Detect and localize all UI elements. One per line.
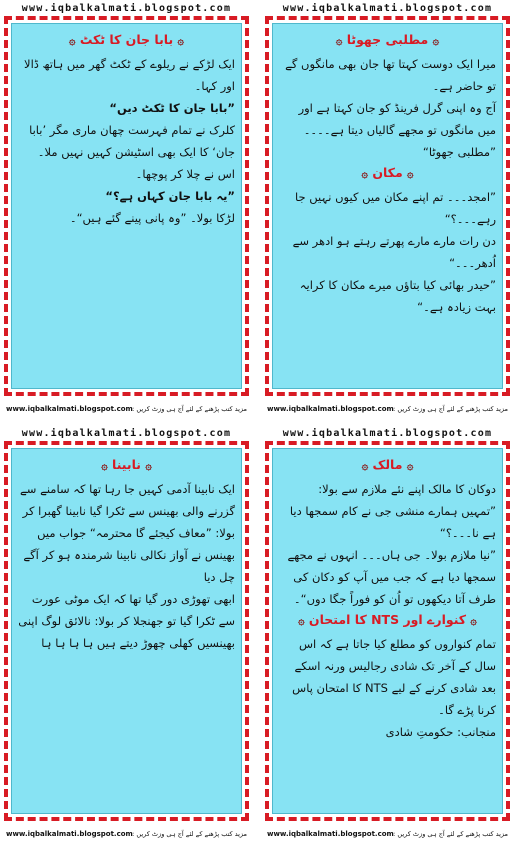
section-title-text: بابا جان کا ٹکٹ: [79, 32, 174, 47]
section-title: ۞ مالک ۞: [361, 457, 414, 472]
joke-line: لڑکا بولا۔ ”وہ پانی پینے گئے ہیں“۔: [69, 211, 235, 225]
panel-content: [272, 448, 503, 814]
site-url-header: www.iqbalkalmati.blogspot.com: [21, 3, 232, 14]
section-title-text: مطلبی جھوٹا: [346, 32, 429, 47]
joke-line: دن رات مارے مارے پھرتے رہتے ہو ادھر سے اُدھر۔۔۔“: [292, 234, 496, 270]
footer-url-link[interactable]: www.iqbalkalmati.blogspot.com: [6, 405, 133, 413]
joke-line: ”بابا جان کا ٹکٹ دیں“: [109, 101, 235, 115]
panel-footer: [6, 399, 247, 413]
joke-line: ایک نابینا آدمی کہیں جا رہا تھا کہ سامنے سے گزرنے والی بھینس سے ٹکرا گیا نابینا گھبرا کر بولا: ”معاف کیجئے گا محترمہ“ جواب میں بھینس نے آواز نکالی نابینا شرمندہ ہو کر آگے چل دیا: [20, 482, 235, 584]
footer-note: مزید کتب پڑھنے کے لئے آج ہی وزٹ کریں :: [132, 405, 247, 413]
section-title: ۞ مطلبی جھوٹا ۞: [335, 32, 440, 47]
panel-footer: [267, 824, 508, 838]
panel-content: [11, 448, 242, 814]
joke-line: کلرک نے تمام فہرست چھان ماری مگر ’بابا جان‘ کا ایک بھی اسٹیشن کہیں نہیں ملا۔ اس نے چلا کر پوچھا۔: [29, 123, 235, 181]
joke-line: ایک لڑکے نے ریلوے کے ٹکٹ گھر میں ہاتھ ڈالا اور کہا۔: [24, 57, 235, 93]
joke-line: ”نیا ملازم بولا۔ جی ہاں۔۔۔ انہوں نے مجھے سمجھا دیا ہے کہ جب میں آپ کو دکان کی طرف آتا دیکھوں تو اُن کو فوراً جگا دوں“۔: [287, 548, 496, 606]
section-title-text: نابینا: [112, 457, 141, 472]
joke-line: منجانب: حکومتِ شادی: [385, 725, 496, 739]
joke-line: ابھی تھوڑی دور گیا تھا کہ ایک موٹی عورت سے ٹکرا گیا تو جھنجلا کر بولا: نالائق لوگ اپنی بھینسیں کھلی چھوڑ دیتے ہیں ہا ہا ہا ہا: [18, 592, 235, 650]
section-title-text: مالک: [372, 457, 403, 472]
site-url-header: www.iqbalkalmati.blogspot.com: [21, 428, 232, 439]
section-title-text: کنوارے اور NTS کا امتحان: [308, 612, 467, 627]
joke-line: ”حیدر بھائی کیا بتاؤں میرے مکان کا کرایہ بہت زیادہ ہے۔“: [299, 278, 496, 314]
section-title: ۞ کنوارے اور NTS کا امتحان ۞: [298, 612, 477, 627]
footer-url-link[interactable]: www.iqbalkalmati.blogspot.com: [267, 830, 394, 838]
footer-note: مزید کتب پڑھنے کے لئے آج ہی وزٹ کریں :: [393, 405, 508, 413]
section-title: ۞ نابینا ۞: [101, 457, 152, 472]
section-title-text: مکان: [372, 165, 403, 180]
joke-line: دوکان کا مالک اپنے نئے ملازم سے بولا:: [318, 482, 496, 496]
panel-baba-jan: [0, 0, 253, 416]
joke-line: آج وہ اپنی گرل فرینڈ کو جان کہتا ہے اور میں مانگوں تو مجھے گالیاں دیتا ہے۔۔۔۔ ”مطلبی جھوٹا“: [298, 101, 496, 159]
joke-line: ”امجد۔۔۔ تم اپنے مکان میں کیوں نہیں جا رہے۔۔۔؟“: [295, 190, 496, 226]
panel-malik-nts: [261, 425, 514, 841]
panel-frame: [4, 16, 249, 396]
joke-line: ”تمہیں ہمارے منشی جی نے کام سمجھا دیا ہے نا۔۔۔؟“: [289, 504, 496, 540]
footer-note: مزید کتب پڑھنے کے لئے آج ہی وزٹ کریں :: [393, 830, 508, 838]
footer-url-link[interactable]: www.iqbalkalmati.blogspot.com: [267, 405, 394, 413]
site-url-header: www.iqbalkalmati.blogspot.com: [282, 428, 493, 439]
panel-matlabi-makan: [261, 0, 514, 416]
panel-content: [272, 23, 503, 389]
panel-footer: [6, 824, 247, 838]
panel-frame: [265, 441, 510, 821]
site-url-header: www.iqbalkalmati.blogspot.com: [282, 3, 493, 14]
joke-line: تمام کنواروں کو مطلع کیا جاتا ہے کہ اس سال کے آخر تک شادی رجالیس ورنہ اسکے بعد شادی کرنے کے لیے NTS کا امتحان پاس کرنا پڑے گا۔: [292, 637, 496, 717]
joke-line: میرا ایک دوست کہتا تھا جان بھی مانگوں گے تو حاضر ہے۔: [285, 57, 496, 93]
panel-frame: [265, 16, 510, 396]
footer-url-link[interactable]: www.iqbalkalmati.blogspot.com: [6, 830, 133, 838]
panel-frame: [4, 441, 249, 821]
panel-nabina: [0, 425, 253, 841]
joke-line: ”یہ بابا جان کہاں ہے؟“: [105, 189, 235, 203]
section-title: ۞ بابا جان کا ٹکٹ ۞: [69, 32, 184, 47]
footer-note: مزید کتب پڑھنے کے لئے آج ہی وزٹ کریں :: [132, 830, 247, 838]
panel-content: [11, 23, 242, 389]
section-title: ۞ مکان ۞: [361, 165, 414, 180]
panel-footer: [267, 399, 508, 413]
